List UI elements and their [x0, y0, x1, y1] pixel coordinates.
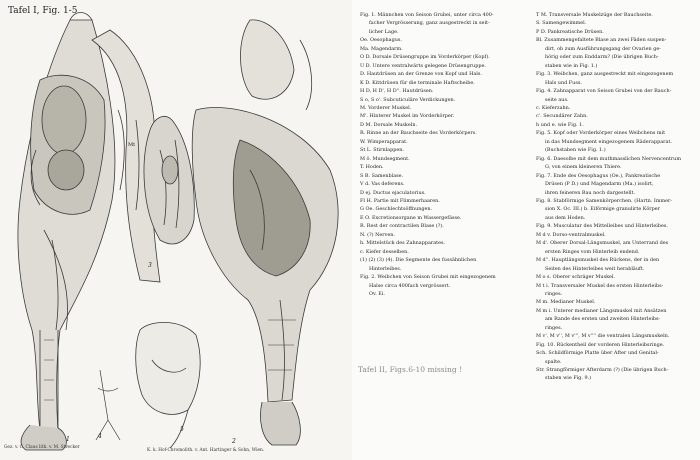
legend-line: M o s. Oberer schräger Muskel.	[536, 274, 616, 281]
figure-number-5: 5	[180, 426, 184, 433]
legend-line: c. Kieferzahn.	[536, 104, 571, 111]
legend-line: Bl. Zusammengefaltete Blase an zwei Fäden suspen-	[536, 37, 667, 44]
legend-line: (1) (2) (3) (4). Die Segmente des fussähnlichen	[360, 257, 477, 264]
legend-line: spalte.	[545, 358, 562, 365]
legend-line: T M. Transversale Muskelzüge der Bauchseite.	[536, 12, 653, 18]
mid-label: Mt	[128, 142, 136, 148]
legend-line: Ma. Magendarm.	[360, 45, 403, 52]
legend-line: Hinterleibes.	[369, 265, 402, 272]
legend-line: D M. Dorsale Muskeln.	[360, 121, 418, 128]
legend-line: facher Vergrösserung, ganz ausgestreckt in seit-	[369, 20, 490, 27]
legend-line: Fig. 5. Kopf oder Vorderkörper eines Weibchens mit	[536, 130, 666, 137]
legend-line: ersten Ringes vom Hinterleib endend.	[545, 248, 640, 255]
legend-line: R. Rinne an der Bauchseite des Vorderkörpers.	[360, 130, 477, 137]
legend-line: S o, S o'. Subcuticuläre Verdickungen.	[360, 96, 456, 103]
legend-line: P D. Pankreatische Drüsen.	[536, 28, 604, 35]
legend-line: M. Vorderer Muskel.	[360, 104, 412, 111]
legend-line: Fig. 1. Männchen von Seison Grubei, unter circa 400-	[360, 12, 494, 18]
legend-line: D. Hautdrüsen an der Grenze von Kopf und Hals.	[360, 71, 482, 78]
legend-line: M t i. Transversaler Muskel des ersten Hinterleibs-	[536, 282, 664, 289]
legend-line: M d''. Hauptlängsmuskel des Rückens, der in den	[536, 257, 660, 264]
legend-line: (Buchstaben wie Fig. 1.)	[545, 147, 606, 154]
figure-number-3: 3	[148, 262, 152, 269]
legend-line: M v', M v'', M v''', M v'''' die ventralen Längsmuskeln.	[536, 333, 670, 340]
legend-line: St L. Stirnlappen.	[360, 147, 404, 154]
legend-line: hörig oder zum Enddarm? (Die übrigen Buch-	[545, 54, 659, 61]
legend-line: M ö. Mundsegment.	[360, 155, 410, 162]
legend-line: Fig. 8. Stabförmige Samenkörperchen. (Hartn. Immer-	[536, 197, 672, 204]
legend-line: W. Wimperapparat.	[360, 138, 408, 145]
legend-line: M m. Medianer Muskel.	[536, 299, 596, 306]
legend-line: Str. Strangförmiger Afterdarm (?) (Die übrigen Buch-	[536, 367, 669, 374]
legend-line: staben wie Fig. 9.)	[545, 375, 592, 382]
legend-line: Sch. Schildförmige Platte über After und Genital-	[536, 350, 659, 357]
legend-line: T. Hoden.	[360, 164, 384, 171]
legend-line: ringes.	[545, 324, 563, 331]
legend-line: Drüsen (P D.) und Magendarm (Ma.) isolirt,	[545, 181, 654, 188]
legend-line: M m i. Unterer medianer Längsmuskel mit Ansätzen	[536, 307, 667, 314]
legend-line: Seiten des Hinterleibes weit herabläuft.	[545, 265, 645, 272]
legend-line: aus dem Hoden.	[545, 214, 586, 221]
legend-line: Fig. 4. Zahnapparat von Seison Grubei von der Bauch-	[536, 88, 672, 95]
legend-line: Halse circa 400fach vergrössert.	[369, 282, 451, 289]
legend-line: Fig. 3. Weibchen, ganz ausgestreckt mit eingezogenem	[536, 71, 674, 78]
legend-line: N. (?) Nerven.	[360, 231, 395, 238]
legend-line: sion X. Oc. III.) b. Eiförmige granulirte Körper	[545, 206, 660, 213]
legend-line: V d. Vas deferens.	[360, 181, 405, 188]
legend-line: seite aus.	[545, 96, 569, 103]
legend-column-1	[360, 11, 532, 298]
legend-line: ringes.	[545, 290, 563, 297]
legend-line: O D. Dorsale Drüsengruppe im Vorderkörper (Kopf).	[360, 54, 490, 61]
legend-line: ihren feineren Bau noch dargestellt.	[545, 189, 636, 196]
legend-line: R. Rest der contractilen Blase (?).	[360, 223, 444, 230]
legend-line: S. Samengewimmel.	[536, 20, 587, 27]
legend-line: G Oe. Geschlechtsöffnungen.	[360, 206, 433, 213]
legend-line: h. Mittelstück des Zahnapparates.	[360, 240, 446, 247]
figure-number-2: 2	[232, 438, 236, 445]
legend-line: E O. Excretionsorgane m Wassergefässe.	[360, 214, 462, 221]
legend-line: G, von einem kleineren Thiere.	[545, 164, 622, 171]
legend-line: dirt, ob zum Ausführungsgang der Ovarien ge-	[545, 45, 661, 52]
legend-line: c'. Secundärer Zahn.	[536, 113, 588, 120]
legend-line: M d'. Oberer Dorsal-Längsmuskel, am Unterrand des	[536, 240, 669, 247]
legend-line: Hals und Fuss.	[545, 79, 582, 86]
legend-line: M'. Hinterer Muskel im Vorderkörper.	[360, 113, 455, 120]
legend-line: S B. Samenblase.	[360, 172, 404, 179]
legend-line: Fig. 9. Musculatur des Mittelleibes und Hinterleibes.	[536, 223, 668, 230]
legend-line: Fig. 7. Ende des Oesophagus (Oe.), Pankreatische	[536, 172, 661, 179]
legend-line: U D. Untere ventralwärts gelegene Drüsengruppe.	[360, 62, 486, 69]
legend-line: h und e. wie Fig. 1.	[536, 121, 584, 128]
legend-line: Fig. 10. Rückentheil der vorderen Hinterleibsringe.	[536, 341, 665, 348]
legend-line: am Rande des ersten und zweiten Hinterleibs-	[545, 316, 661, 323]
legend-line: H D, H D', H D''. Hautdrüsen.	[360, 88, 434, 95]
legend-line: Fig. 2. Weibchen von Seison Grubei mit eingezogenem	[360, 274, 496, 281]
legend-line: Ov. Ei.	[369, 290, 385, 297]
legend-line: Fl H. Partie mit Flimmerhaaren.	[360, 197, 440, 204]
legend-line: M d v. Dorso-ventralmuskel.	[536, 231, 606, 238]
legend-line: Fig. 6. Daesolbe mit dem muthmasslichen Nervencentrum	[536, 155, 681, 162]
plate-credit-right: K. k. Hof-Chromolith. v. Ant. Hartinger & Sohn, Wien.	[147, 448, 265, 453]
plate-title: Tafel I, Fig. 1-5	[8, 6, 78, 16]
plate-credit-left: Gez. v. C. Claus lith. v. M. Strecker	[4, 445, 80, 450]
legend-line: staben wie in Fig. 1.)	[545, 62, 598, 69]
legend-line: licher Lage.	[369, 28, 399, 35]
legend-line: in das Mundsegment eingezogenem Räderapparat.	[545, 138, 672, 145]
missing-plate-note: Tafel II, Figs.6-10 missing !	[358, 365, 463, 374]
figure-number-4: 4	[98, 433, 102, 440]
legend-line: c. Kiefer desselben.	[360, 248, 409, 255]
legend-line: Oe. Oesophagus.	[360, 37, 402, 44]
legend-line: D ej. Ductus ejaculatorius.	[360, 189, 426, 196]
legend-line: K D. Kittdrüsen für die terminale Haftscheibe.	[360, 79, 475, 86]
legend-column-2	[536, 11, 698, 383]
figure-number-1: 1	[66, 436, 70, 443]
